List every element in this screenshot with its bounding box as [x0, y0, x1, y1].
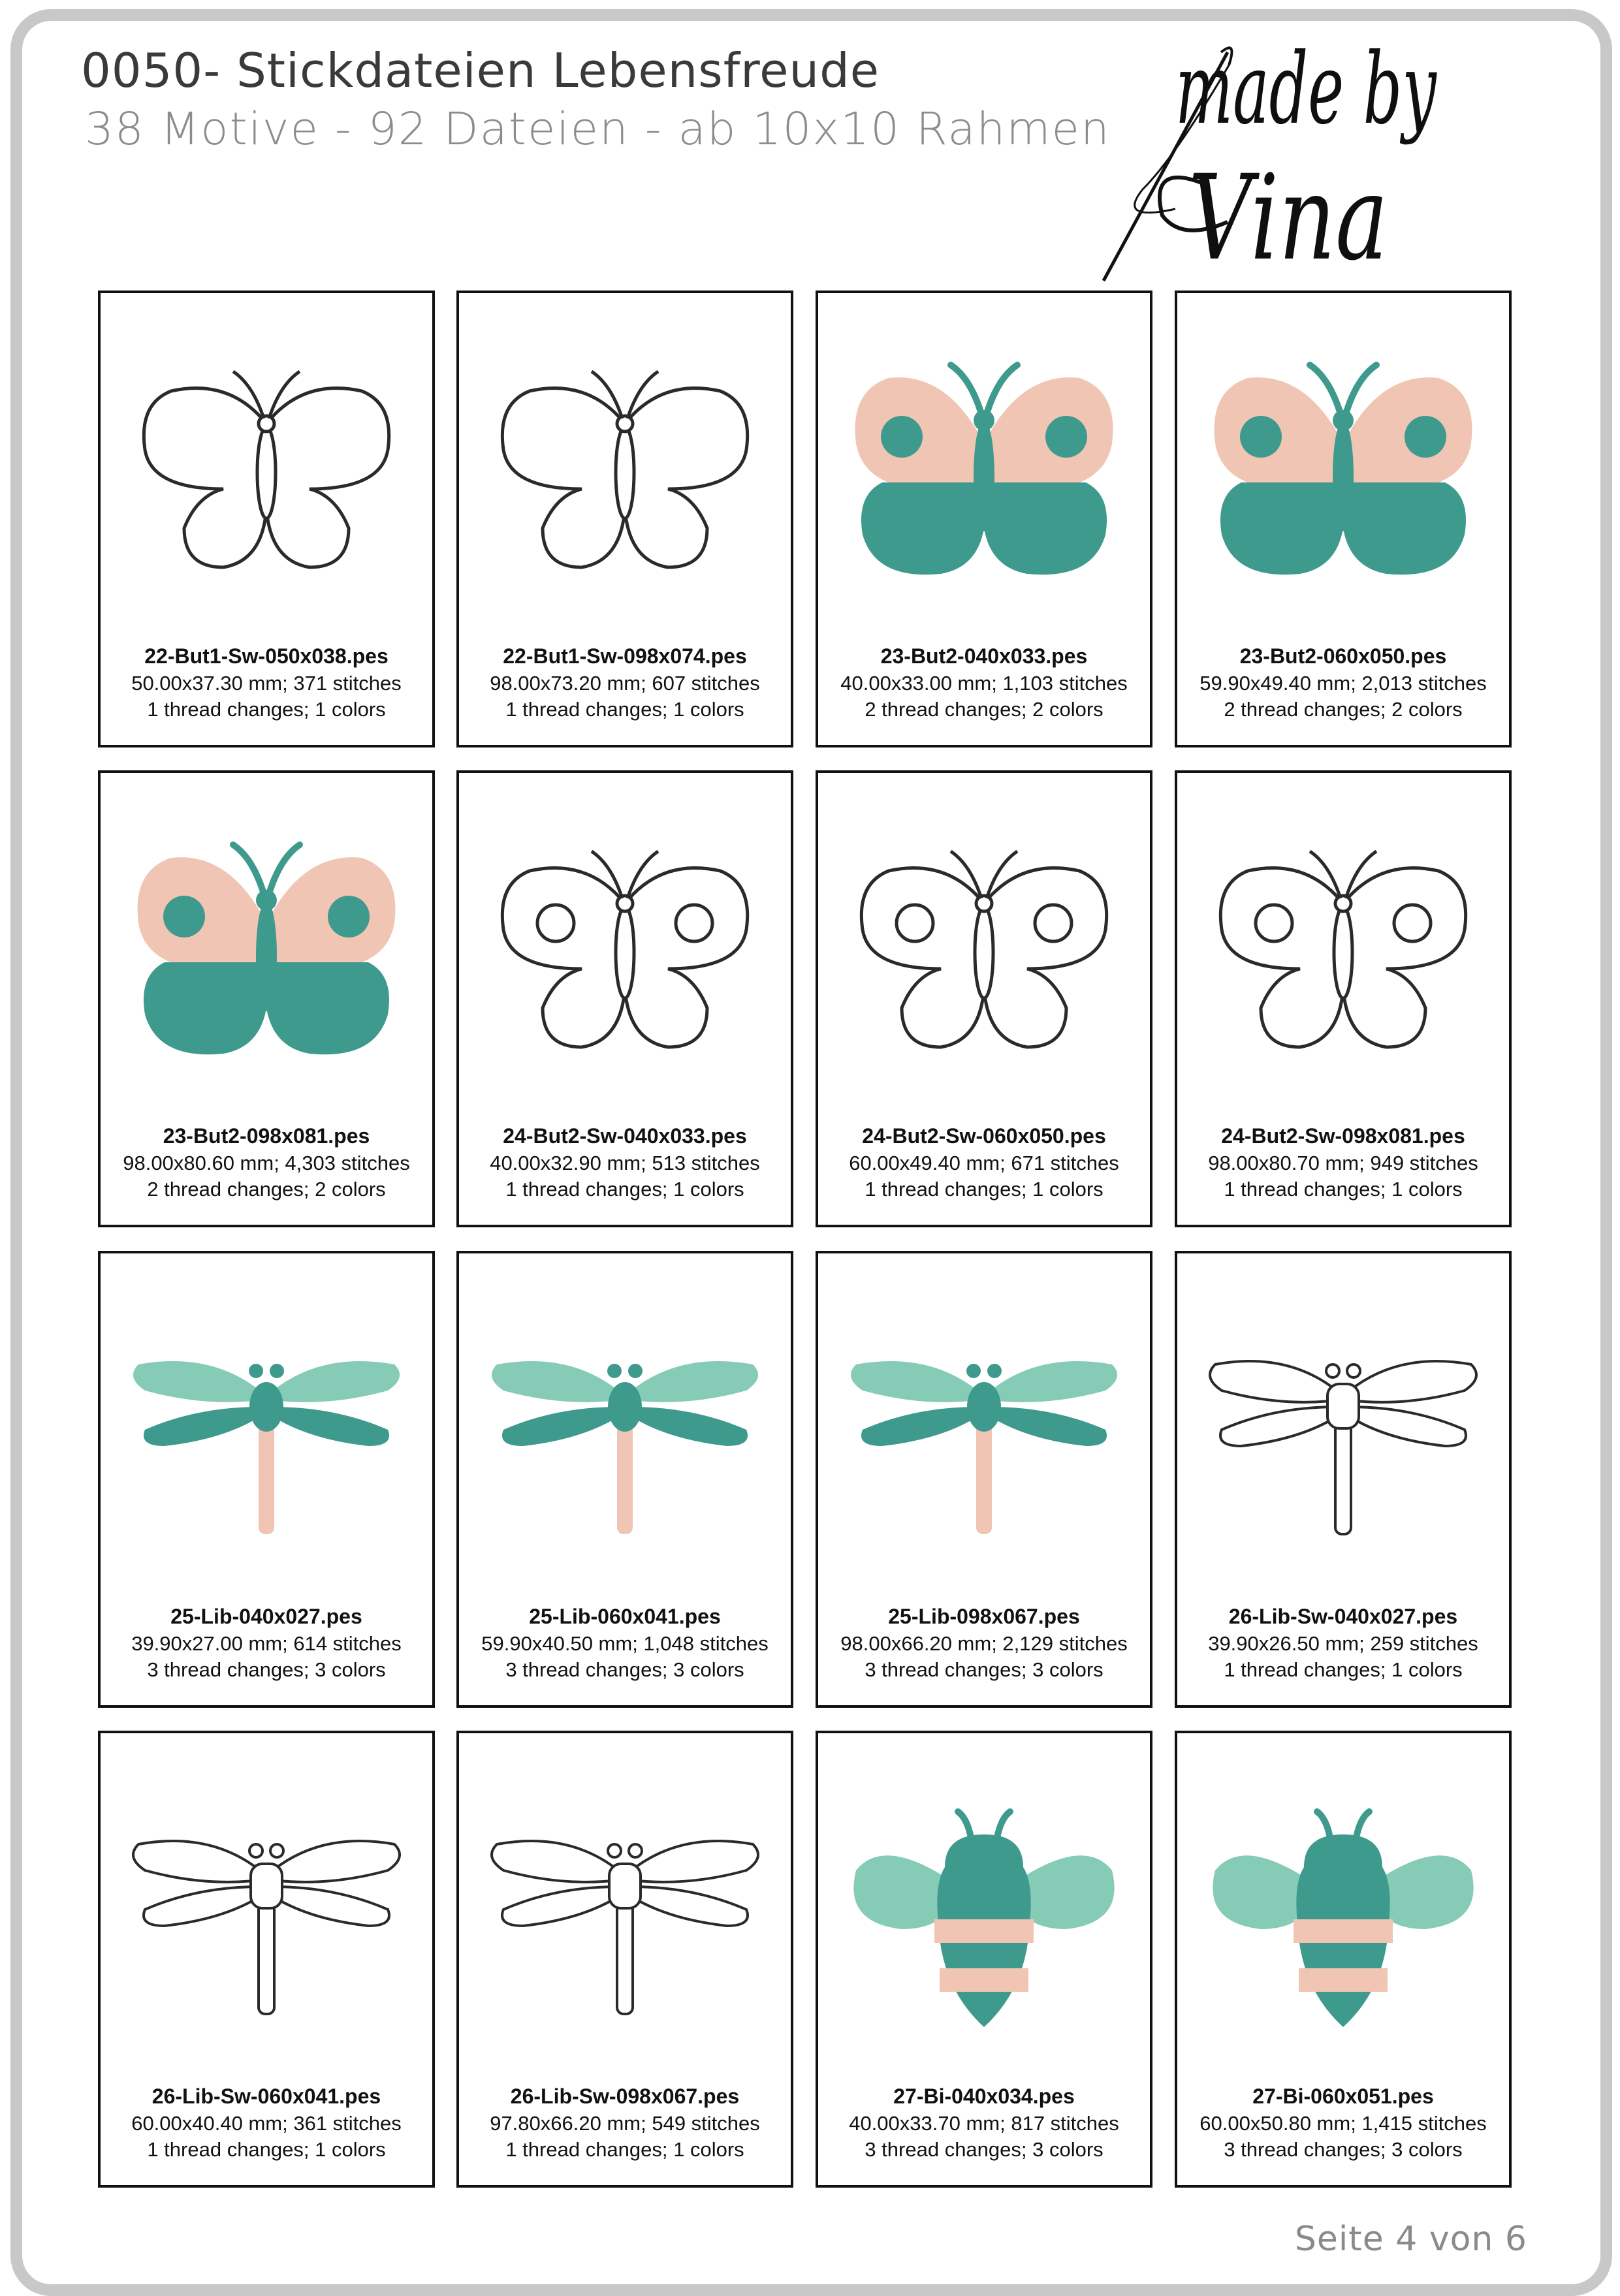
brand-logo	[1058, 26, 1528, 287]
file-name: 22-But1-Sw-050x038.pes	[144, 644, 389, 668]
embroidery-card	[816, 1251, 1152, 1708]
thread-info: 3 thread changes; 3 colors	[865, 2138, 1104, 2161]
butterfly-filled-image	[1189, 332, 1497, 606]
butterfly-outline-image	[471, 332, 779, 606]
embroidery-card	[816, 291, 1152, 747]
embroidery-card	[98, 1731, 435, 2188]
thread-info: 1 thread changes; 1 colors	[147, 698, 386, 721]
file-dimensions: 40.00x32.90 mm; 513 stitches	[490, 1152, 760, 1174]
file-name: 27-Bi-040x034.pes	[893, 2084, 1075, 2108]
file-dimensions: 98.00x73.20 mm; 607 stitches	[490, 672, 760, 695]
embroidery-card	[1175, 1251, 1512, 1708]
butterfly-outline-dots-image	[1189, 812, 1497, 1086]
thread-info: 1 thread changes; 1 colors	[1224, 1658, 1463, 1681]
file-name: 24-But2-Sw-060x050.pes	[862, 1124, 1106, 1148]
file-dimensions: 50.00x37.30 mm; 371 stitches	[131, 672, 402, 695]
thread-info: 1 thread changes; 1 colors	[505, 1178, 744, 1201]
file-name: 25-Lib-060x041.pes	[529, 1605, 721, 1628]
embroidery-card	[1175, 1731, 1512, 2188]
thread-info: 2 thread changes; 2 colors	[865, 698, 1104, 721]
butterfly-outline-dots-image	[471, 812, 779, 1086]
logo-text-made-by: made by	[1175, 33, 1437, 146]
file-dimensions: 40.00x33.00 mm; 1,103 stitches	[840, 672, 1128, 695]
thread-info: 1 thread changes; 1 colors	[865, 1178, 1104, 1201]
thread-info: 3 thread changes; 3 colors	[505, 1658, 744, 1681]
butterfly-filled-image	[830, 332, 1138, 606]
page-title: 0050- Stickdateien Lebensfreude	[81, 43, 880, 98]
file-name: 25-Lib-098x067.pes	[888, 1605, 1080, 1628]
dragonfly-filled-image	[471, 1293, 779, 1567]
file-dimensions: 60.00x40.40 mm; 361 stitches	[131, 2112, 402, 2135]
dragonfly-outline-image	[112, 1772, 421, 2047]
file-name: 24-But2-Sw-040x033.pes	[503, 1124, 747, 1148]
file-name: 26-Lib-Sw-040x027.pes	[1228, 1605, 1458, 1628]
embroidery-card	[1175, 770, 1512, 1227]
embroidery-card	[816, 770, 1152, 1227]
file-name: 22-But1-Sw-098x074.pes	[503, 644, 747, 668]
thread-info: 1 thread changes; 1 colors	[147, 2138, 386, 2161]
dragonfly-outline-image	[1189, 1293, 1497, 1567]
thread-info: 3 thread changes; 3 colors	[147, 1658, 386, 1681]
embroidery-card	[456, 770, 793, 1227]
file-name: 24-But2-Sw-098x081.pes	[1221, 1124, 1465, 1148]
thread-info: 1 thread changes; 1 colors	[505, 2138, 744, 2161]
logo-text-vina: Vina	[1188, 150, 1388, 287]
butterfly-filled-image	[112, 812, 421, 1086]
dragonfly-outline-image	[471, 1772, 779, 2047]
file-name: 25-Lib-040x027.pes	[170, 1605, 362, 1628]
thread-info: 2 thread changes; 2 colors	[1224, 698, 1463, 721]
embroidery-card	[456, 1251, 793, 1708]
thread-info: 3 thread changes; 3 colors	[865, 1658, 1104, 1681]
embroidery-card	[98, 1251, 435, 1708]
butterfly-outline-dots-image	[830, 812, 1138, 1086]
embroidery-card	[98, 770, 435, 1227]
dragonfly-filled-image	[830, 1293, 1138, 1567]
file-dimensions: 97.80x66.20 mm; 549 stitches	[490, 2112, 760, 2135]
dragonfly-filled-image	[112, 1293, 421, 1567]
file-name: 27-Bi-060x051.pes	[1252, 2084, 1434, 2108]
file-dimensions: 59.90x49.40 mm; 2,013 stitches	[1199, 672, 1487, 695]
embroidery-card	[1175, 291, 1512, 747]
file-name: 26-Lib-Sw-098x067.pes	[510, 2084, 740, 2108]
thread-info: 2 thread changes; 2 colors	[147, 1178, 386, 1201]
embroidery-card	[816, 1731, 1152, 2188]
thread-info: 1 thread changes; 1 colors	[505, 698, 744, 721]
file-dimensions: 60.00x50.80 mm; 1,415 stitches	[1199, 2112, 1487, 2135]
bee-image	[830, 1772, 1138, 2047]
file-name: 23-But2-098x081.pes	[163, 1124, 370, 1148]
file-dimensions: 98.00x80.70 mm; 949 stitches	[1208, 1152, 1478, 1174]
file-dimensions: 39.90x26.50 mm; 259 stitches	[1208, 1632, 1478, 1655]
page-number: Seite 4 von 6	[1294, 2220, 1527, 2259]
file-dimensions: 39.90x27.00 mm; 614 stitches	[131, 1632, 402, 1655]
file-dimensions: 60.00x49.40 mm; 671 stitches	[849, 1152, 1119, 1174]
page-subtitle: 38 Motive - 92 Dateien - ab 10x10 Rahmen	[85, 103, 1111, 155]
thread-info: 1 thread changes; 1 colors	[1224, 1178, 1463, 1201]
thread-info: 3 thread changes; 3 colors	[1224, 2138, 1463, 2161]
file-dimensions: 40.00x33.70 mm; 817 stitches	[849, 2112, 1119, 2135]
file-name: 26-Lib-Sw-060x041.pes	[151, 2084, 381, 2108]
file-dimensions: 59.90x40.50 mm; 1,048 stitches	[481, 1632, 769, 1655]
file-dimensions: 98.00x80.60 mm; 4,303 stitches	[123, 1152, 410, 1174]
embroidery-card	[98, 291, 435, 747]
bee-image	[1189, 1772, 1497, 2047]
file-name: 23-But2-040x033.pes	[880, 644, 1088, 668]
embroidery-card	[456, 1731, 793, 2188]
embroidery-card	[456, 291, 793, 747]
butterfly-outline-image	[112, 332, 421, 606]
file-dimensions: 98.00x66.20 mm; 2,129 stitches	[840, 1632, 1128, 1655]
file-name: 23-But2-060x050.pes	[1239, 644, 1447, 668]
